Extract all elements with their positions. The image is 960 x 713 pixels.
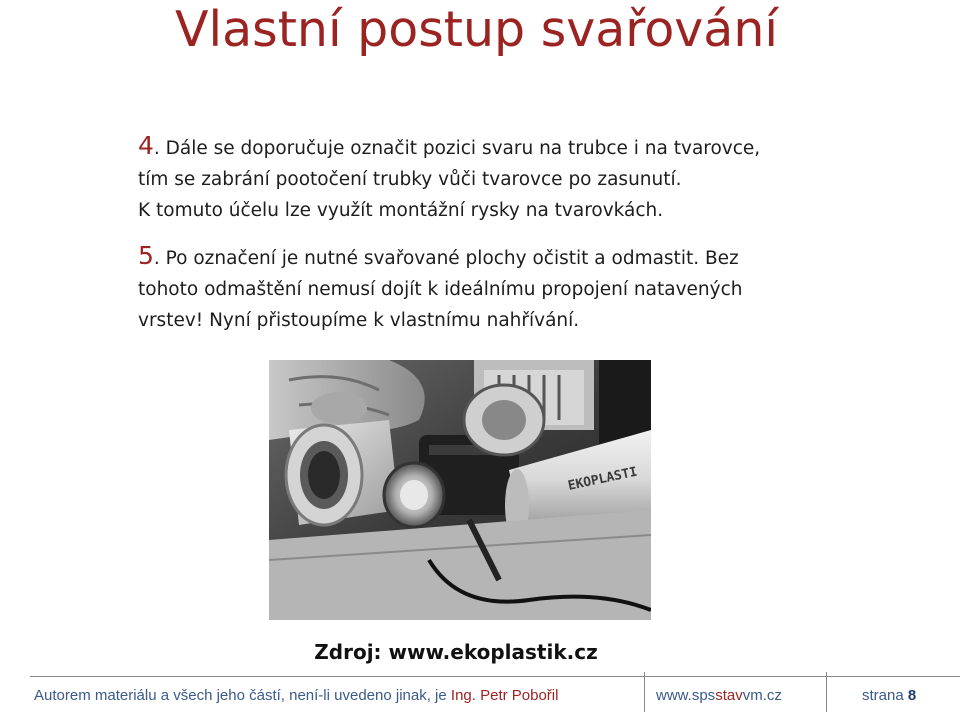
footer-page-number: strana 8	[862, 687, 917, 704]
slide-title: Vlastní postup svařování	[175, 1, 779, 58]
welding-photo	[269, 360, 651, 620]
step-5-line-1: 5. Po označení je nutné svařované plochy očistit a odmastit. Bez	[138, 241, 739, 270]
footer	[0, 672, 960, 713]
footer-author: Autorem materiálu a všech jeho částí, není-li uvedeno jinak, je Ing. Petr Pobořil	[34, 687, 559, 704]
step-5-number: 5	[138, 241, 154, 270]
step-5-line-2: tohoto odmaštění nemusí dojít k ideálnímu propojení natavených	[138, 279, 743, 300]
author-name: Ing. Petr Pobořil	[450, 687, 559, 704]
step-4-line-3: K tomuto účelu lze využít montážní rysky na tvarovkách.	[138, 200, 664, 221]
step-4-number: 4	[138, 131, 154, 160]
step-4-paragraph	[138, 130, 838, 226]
pipe-label: EKOPLASTI	[566, 464, 639, 494]
step-5-paragraph	[138, 240, 838, 336]
footer-divider	[644, 672, 645, 712]
step-5-line-3: vrstev! Nyní přistoupíme k vlastnímu nahřívání.	[138, 310, 580, 331]
step-4-line-1: 4. Dále se doporučuje označit pozici svaru na trubce i na tvarovce,	[138, 131, 761, 160]
footer-rule	[30, 676, 960, 677]
footer-divider	[826, 672, 827, 712]
image-source: Zdroj: www.ekoplastik.cz	[314, 640, 598, 664]
footer-website[interactable]: www.spsstavvm.cz	[656, 687, 782, 704]
step-4-line-2: tím se zabrání pootočení trubky vůči tvarovce po zasunutí.	[138, 169, 682, 190]
